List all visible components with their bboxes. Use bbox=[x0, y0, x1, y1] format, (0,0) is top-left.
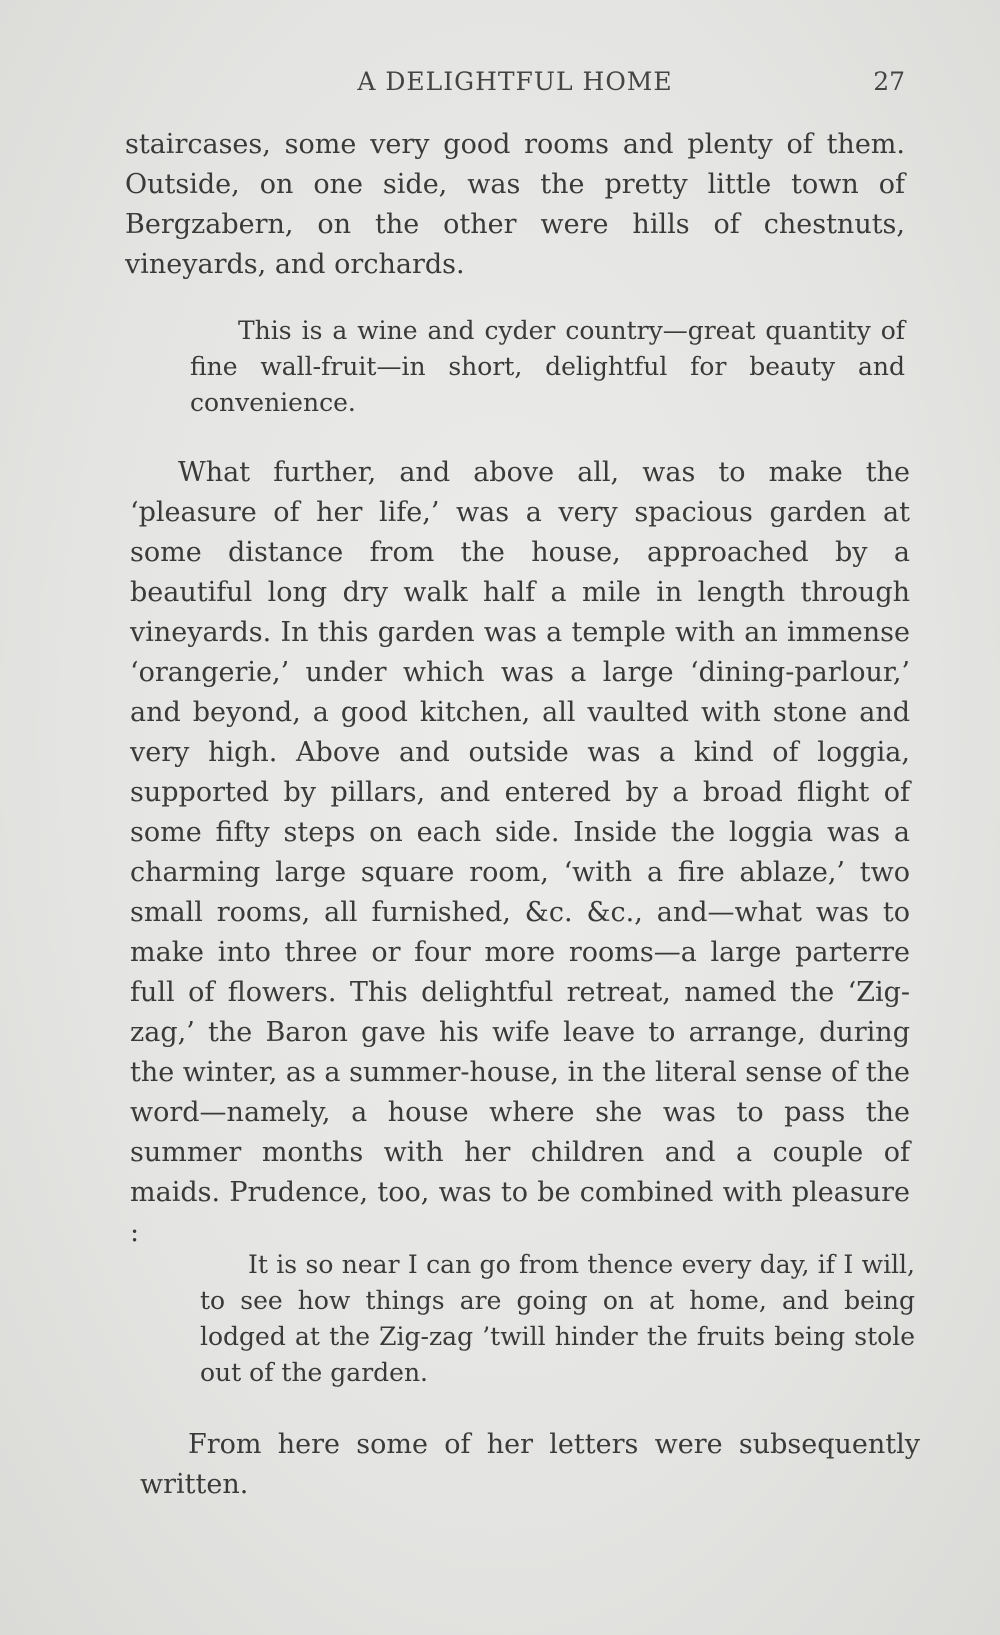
block-quote: It is so near I can go from thence every day, if I will, to see how things are going on at home, and being lodged at the Zig-zag ’twill hinder the fruits being stole out of the garden. bbox=[200, 1250, 915, 1387]
block-quote: This is a wine and cyder country—great quantity of fine wall-fruit—in short, delightful for beauty and convenience. bbox=[190, 316, 905, 417]
body-paragraph: From here some of her letters were subsequently written. bbox=[140, 1429, 920, 1500]
body-paragraph: staircases, some very good rooms and plenty of them. Outside, on one side, was the pretty little town of Bergzabern, on the other were hills of chestnuts, vineyards, and orchards. bbox=[125, 129, 905, 280]
running-head bbox=[125, 62, 905, 102]
page-number: 27 bbox=[873, 67, 905, 96]
running-title: A DELIGHTFUL HOME bbox=[357, 67, 673, 96]
body-paragraph: What further, and above all, was to make the ‘pleasure of her life,’ was a very spacious garden at some distance from the house, approached by a beautiful long dry walk half a mile in length through vineyards. In this garden was a temple with an immense ‘orangerie,’ under which was a large ‘dining-parlour,’ and beyond, a good kitchen, all vaulted with stone and very high. Above and outside was a kind of loggia, supported by pillars, and entered by a broad flight of some fifty steps on each side. Inside the loggia was a charming large square room, ‘with a fire ablaze,’ two small rooms, all furnished, &c. &c., and—what was to make into three or four more rooms—a large parterre full of flowers. This delightful retreat, named the ‘Zig-zag,’ the Baron gave his wife leave to arrange, during the winter, as a summer-house, in the literal sense of the word—namely, a house where she was to pass the summer months with her children and a couple of maids. Prudence, too, was to be combined with pleasure : bbox=[130, 457, 910, 1248]
